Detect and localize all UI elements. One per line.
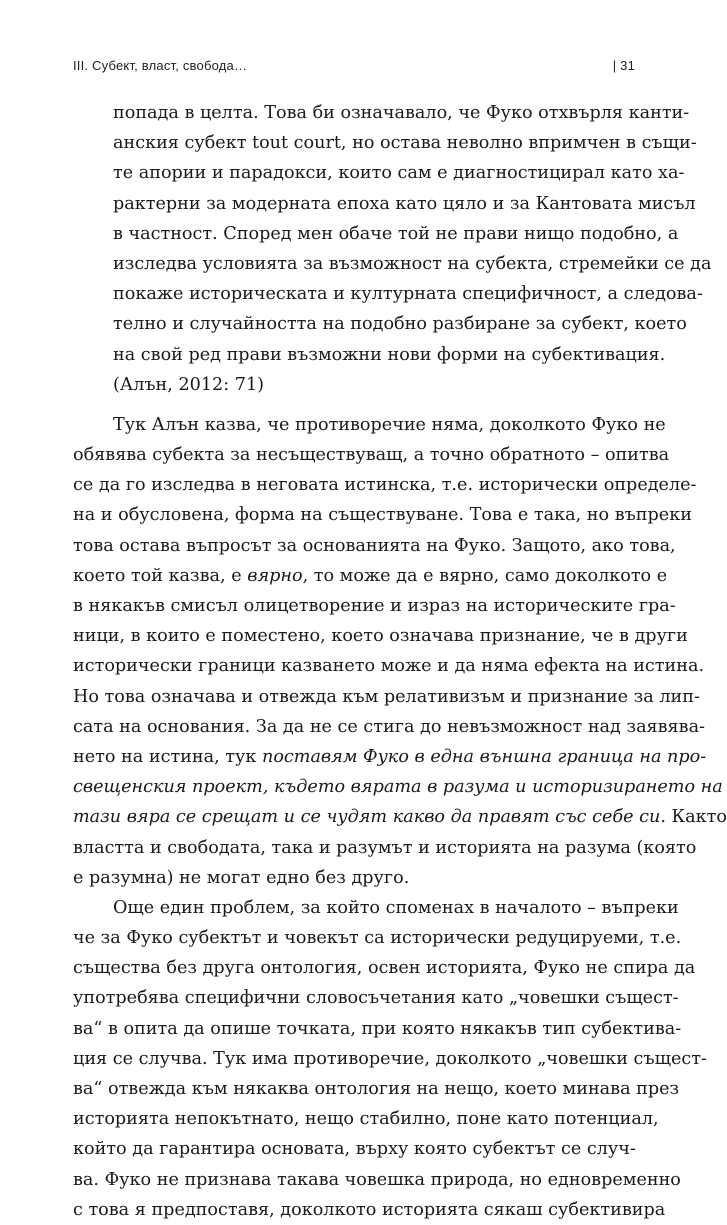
text-run: което той казва, е xyxy=(73,565,248,586)
quote-line: изследва условията за възможност на субекта, стремейки се да xyxy=(113,253,712,274)
paragraph-line: Тук Алън казва, че противоречие няма, доколкото Фуко не xyxy=(113,414,666,435)
quote-line: на свой ред прави възможни нови форми на субективация. xyxy=(113,344,666,365)
paragraph-line: в някакъв смисъл олицетворение и израз на историческите гра- xyxy=(73,596,676,616)
quote-line: попада в целта. Това би означавало, че Фуко отхвърля канти- xyxy=(113,103,690,123)
paragraph-line: ва“ отвежда към някаква онтология на нещо, което минава през xyxy=(73,1079,680,1099)
paragraph-line: Още един проблем, за който споменах в началото – въпреки xyxy=(113,897,679,918)
quote-line: анския субект tout court, но остава неволно впримчен в същи- xyxy=(113,133,697,154)
text-run: , то може да е вярно, само доколкото е xyxy=(302,565,668,586)
paragraph-line: ва“ в опита да опише точката, при която някакъв тип субектива- xyxy=(73,1018,682,1039)
paragraph-line: ва. Фуко не признава такава човешка природа, но едновременно xyxy=(73,1169,681,1190)
quote-citation: (Алън, 2012: 71) xyxy=(113,374,265,395)
paragraph-line: се да го изследва в неговата истинска, т.е. исторически определе- xyxy=(73,475,697,496)
italic-text: тази вяра се срещат и се чудят какво да правят със себе си xyxy=(73,807,661,828)
block-quote xyxy=(73,98,712,400)
paragraph-line: на и обусловена, форма на съществуване. Това е така, но въпреки xyxy=(73,505,692,526)
paragraph-line xyxy=(73,802,727,832)
paragraph-line: историята непокътнато, нещо стабилно, поне като потенциал, xyxy=(73,1109,659,1130)
italic-text: вярно xyxy=(247,565,303,586)
paragraph-1 xyxy=(73,410,727,893)
italic-text: свещенския проект, където вярата в разума и историзирането на xyxy=(73,777,723,798)
quote-line: телно и случайността на подобно разбиране за субект, което xyxy=(113,314,687,335)
paragraph-line xyxy=(73,561,668,591)
italic-text: поставям Фуко в една външна граница на про- xyxy=(261,746,707,767)
page-number: | 31 xyxy=(612,58,635,73)
paragraph-line: властта и свободата, така и разумът и историята на разума (която xyxy=(73,837,697,858)
paragraph-line: Но това означава и отвежда към релативизъм и признание за лип- xyxy=(73,686,700,707)
paragraph-line: същества без друга онтология, освен историята, Фуко не спира да xyxy=(73,958,696,979)
paragraph-line: сата на основания. За да не се стига до невъзможност над заявява- xyxy=(73,716,706,737)
paragraph-line: ници, в които е поместено, което означава признание, че в други xyxy=(73,626,688,647)
quote-line: те апории и парадокси, които сам е диагностицирал като ха- xyxy=(113,163,685,184)
text-run: . Както xyxy=(660,807,727,828)
paragraph-line xyxy=(73,772,723,802)
quote-line: покаже историческата и културната специфичност, а следова- xyxy=(113,284,703,305)
chapter-title: III. Субект, власт, свобода… xyxy=(73,58,248,73)
body-text xyxy=(73,98,727,1225)
paragraph-line: е разумна) не могат едно без друго. xyxy=(73,867,410,888)
paragraph-line: че за Фуко субектът и човекът са исторически редуцируеми, т.е. xyxy=(73,928,682,949)
paragraph-2 xyxy=(73,893,707,1225)
paragraph-line: исторически граници казването може и да няма ефекта на истина. xyxy=(73,656,705,677)
paragraph-line: който да гарантира основата, върху която субектът се случ- xyxy=(73,1139,636,1160)
paragraph-line: употребява специфични словосъчетания като „човешки същест- xyxy=(73,988,679,1009)
paragraph-line: обявява субекта за несъществуващ, а точно обратното – опитва xyxy=(73,445,670,466)
quote-line: в частност. Според мен обаче той не прави нищо подобно, а xyxy=(113,223,679,244)
paragraph-line: с това я предпоставя, доколкото историята сякаш субективира xyxy=(73,1199,666,1220)
paragraph-line: ция се случва. Тук има противоречие, доколкото „човешки същест- xyxy=(73,1048,707,1069)
paragraph-line: това остава въпросът за основанията на Фуко. Защото, ако това, xyxy=(73,535,676,556)
quote-line: рактерни за модерната епоха като цяло и за Кантовата мисъл xyxy=(113,193,696,214)
text-run: нето на истина, тук xyxy=(73,746,262,767)
paragraph-line xyxy=(73,742,707,772)
